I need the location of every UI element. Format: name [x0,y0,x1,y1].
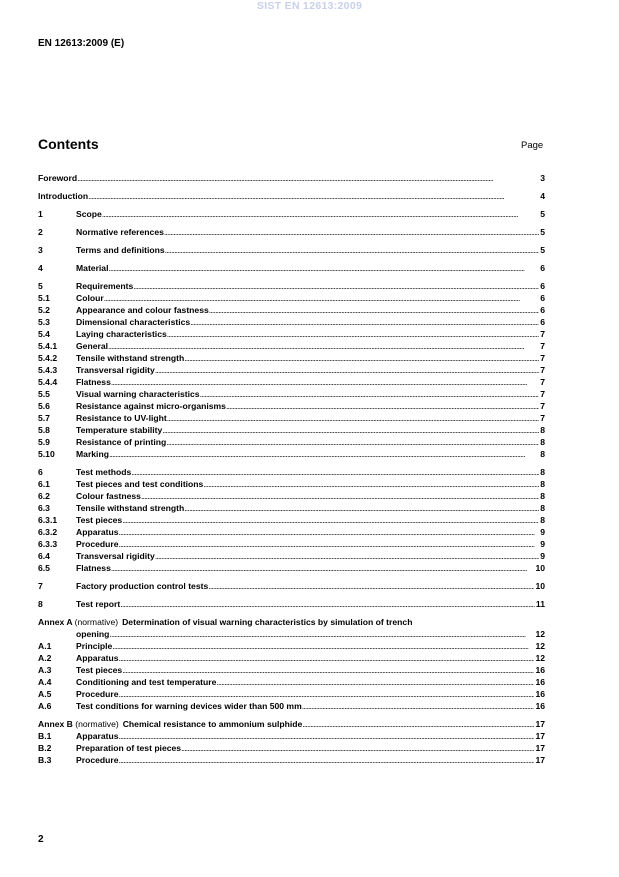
toc-entry[interactable]: B.2 Preparation of test pieces . . . 17 [38,742,545,754]
toc-entry[interactable]: 5.8 Temperature stability . . . 8 [38,424,545,436]
toc-entry[interactable]: 5.2 Appearance and colour fastness . . . 6 [38,304,545,316]
toc-entry-introduction[interactable]: Introduction . . . 4 [38,190,545,202]
toc-entry-factory-control[interactable]: 7 Factory production control tests . . . 10 [38,580,545,592]
page-column-label: Page [521,140,544,151]
document-id: EN 12613:2009 (E) [38,38,125,49]
toc-entry[interactable]: B.1 Apparatus . . . 17 [38,730,545,742]
toc-entry-foreword[interactable]: Foreword . . . 3 [38,172,545,184]
toc-annex-b-heading[interactable]: Annex B (normative) Chemical resistance to ammonium sulphide . . . 17 [38,718,545,730]
toc-annex-a-heading[interactable]: Annex A (normative) Determination of visual warning characteristics by simulation of trench [38,617,413,627]
toc-entry[interactable]: A.3 Test pieces . . . 16 [38,664,545,676]
toc-entry-requirements[interactable]: 5 Requirements . . . 6 [38,280,545,292]
toc-entry-normative-references[interactable]: 2 Normative references . . . 5 [38,226,545,238]
toc-entry[interactable]: 6.1 Test pieces and test conditions . . . 8 [38,478,545,490]
toc-entry[interactable]: 5.6 Resistance against micro-organisms . . . 7 [38,400,545,412]
toc-entry[interactable]: A.4 Conditioning and test temperature . . . 16 [38,676,545,688]
toc-entry[interactable]: 5.4.2 Tensile withstand strength . . . 7 [38,352,545,364]
toc-entry[interactable]: A.6 Test conditions for warning devices wider than 500 mm . . . 16 [38,700,545,712]
toc-entry[interactable]: 5.7 Resistance to UV-light . . . 7 [38,412,545,424]
toc-entry-terms[interactable]: 3 Terms and definitions . . . 5 [38,244,545,256]
toc-entry[interactable]: 5.5 Visual warning characteristics . . . 7 [38,388,545,400]
toc-entry[interactable]: 6.3 Tensile withstand strength . . . 8 [38,502,545,514]
toc-entry[interactable]: 5.1 Colour . . . 6 [38,292,545,304]
toc-entry[interactable]: 6.3.1 Test pieces . . . 8 [38,514,545,526]
table-of-contents [38,172,545,766]
toc-entry[interactable]: 6.5 Flatness . . . 10 [38,562,545,574]
toc-entry[interactable]: 5.4 Laying characteristics . . . 7 [38,328,545,340]
toc-entry[interactable]: 6.3.3 Procedure . . . 9 [38,538,545,550]
toc-entry[interactable]: 5.10 Marking . . . 8 [38,448,545,460]
toc-entry[interactable]: A.5 Procedure . . . 16 [38,688,545,700]
toc-annex-a-continuation[interactable]: opening . . . 12 [38,628,545,640]
contents-heading: Contents [38,136,99,152]
toc-entry[interactable]: A.2 Apparatus . . . 12 [38,652,545,664]
toc-entry[interactable]: 5.4.3 Transversal rigidity . . . 7 [38,364,545,376]
toc-entry[interactable]: 5.4.1 General . . . 7 [38,340,545,352]
toc-entry-scope[interactable]: 1 Scope . . . 5 [38,208,545,220]
toc-entry[interactable]: 6.2 Colour fastness . . . 8 [38,490,545,502]
toc-entry[interactable]: 5.4.4 Flatness . . . 7 [38,376,545,388]
toc-entry-test-methods[interactable]: 6 Test methods . . . 8 [38,466,545,478]
toc-entry[interactable]: B.3 Procedure . . . 17 [38,754,545,766]
toc-entry[interactable]: 5.9 Resistance of printing . . . 8 [38,436,545,448]
toc-entry-test-report[interactable]: 8 Test report . . . 11 [38,598,545,610]
watermark: SIST EN 12613:2009 [256,0,363,12]
toc-entry[interactable]: 5.3 Dimensional characteristics . . . 6 [38,316,545,328]
toc-entry[interactable]: 6.3.2 Apparatus . . . 9 [38,526,545,538]
toc-entry[interactable]: 6.4 Transversal rigidity . . . 9 [38,550,545,562]
toc-entry[interactable]: A.1 Principle . . . 12 [38,640,545,652]
page-number: 2 [38,834,44,845]
toc-entry-material[interactable]: 4 Material . . . 6 [38,262,545,274]
